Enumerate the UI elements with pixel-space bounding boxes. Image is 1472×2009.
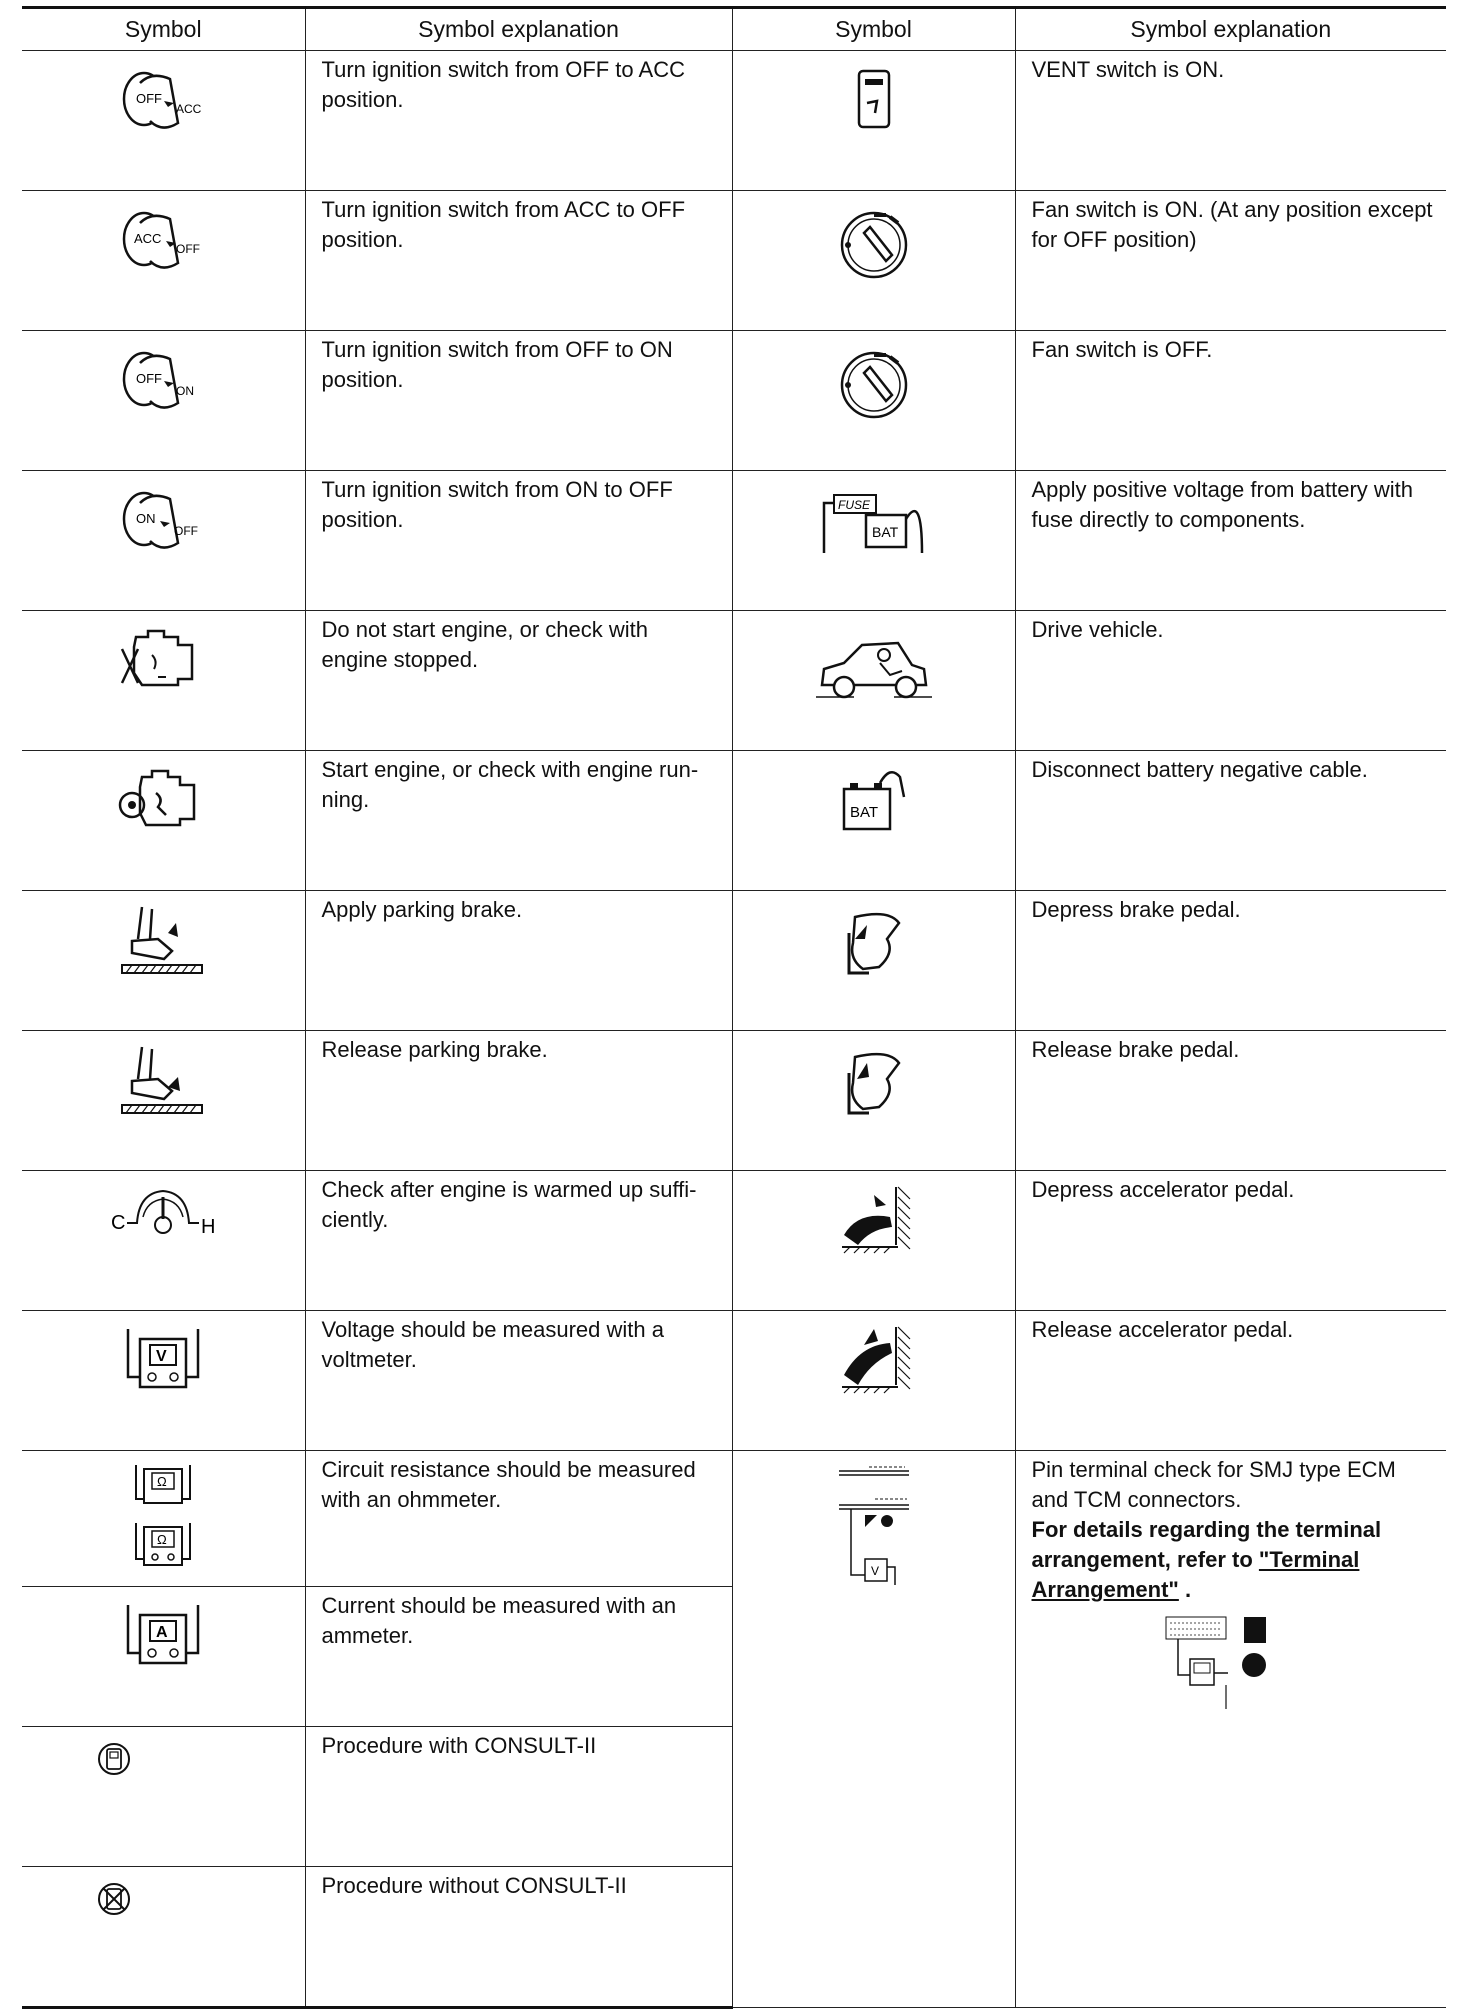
explanation-cell: Do not start engine, or check with engine stopped. bbox=[305, 611, 732, 751]
svg-text:A: A bbox=[156, 1624, 168, 1641]
symbol-cell bbox=[732, 1171, 1015, 1311]
explanation-cell: Depress accelerator pedal. bbox=[1015, 1171, 1446, 1311]
voltmeter-icon bbox=[118, 1323, 208, 1395]
terminal-arrangement-diagram-icon bbox=[1162, 1613, 1282, 1713]
symbol-cell bbox=[732, 51, 1015, 191]
battery-negative-icon bbox=[834, 763, 914, 835]
release-parking-brake-icon bbox=[118, 1043, 208, 1119]
fuse-battery-icon bbox=[814, 483, 934, 555]
svg-text:BAT: BAT bbox=[871, 524, 898, 540]
depress-accelerator-icon bbox=[834, 1183, 914, 1255]
explanation-cell: Depress brake pedal. bbox=[1015, 891, 1446, 1031]
symbol-cell bbox=[732, 331, 1015, 471]
svg-text:ON: ON bbox=[176, 384, 195, 398]
explanation-cell: Disconnect battery negative cable. bbox=[1015, 751, 1446, 891]
header-symbol-left: Symbol bbox=[22, 8, 305, 51]
depress-brake-pedal-icon bbox=[839, 903, 909, 975]
release-brake-pedal-icon bbox=[839, 1043, 909, 1115]
fan-switch-on-icon bbox=[834, 203, 914, 283]
ignition-off-to-on-icon bbox=[118, 343, 208, 415]
table-row bbox=[22, 191, 1446, 331]
table-row bbox=[22, 751, 1446, 891]
fan-switch-off-icon bbox=[834, 343, 914, 423]
ohmmeter-icon bbox=[128, 1459, 198, 1571]
symbol-cell bbox=[732, 1031, 1015, 1171]
header-explanation-right: Symbol explanation bbox=[1015, 8, 1446, 51]
terminal-arrangement-link[interactable]: "Terminal Arrangement" bbox=[1031, 1547, 1360, 1602]
explanation-cell: Fan switch is OFF. bbox=[1015, 331, 1446, 471]
ignition-on-to-off-icon bbox=[118, 483, 208, 555]
svg-text:OFF: OFF bbox=[174, 524, 199, 538]
symbol-cell bbox=[22, 611, 305, 751]
explanation-cell: Start engine, or check with engine run-ning. bbox=[305, 751, 732, 891]
symbol-cell bbox=[22, 1171, 305, 1311]
symbol-cell bbox=[732, 751, 1015, 891]
svg-text:OFF: OFF bbox=[136, 371, 163, 386]
header-symbol-right: Symbol bbox=[732, 8, 1015, 51]
table-row bbox=[22, 891, 1446, 1031]
svg-text:FUSE: FUSE bbox=[837, 498, 870, 512]
pin-terminal-check-icon bbox=[829, 1463, 919, 1593]
symbol-table-container bbox=[22, 6, 1446, 2009]
svg-text:BAT: BAT bbox=[849, 804, 878, 821]
explanation-cell: Release parking brake. bbox=[305, 1031, 732, 1171]
header-explanation-left: Symbol explanation bbox=[305, 8, 732, 51]
symbol-cell bbox=[22, 51, 305, 191]
symbol-cell bbox=[732, 471, 1015, 611]
table-row bbox=[22, 471, 1446, 611]
symbol-cell bbox=[22, 1587, 305, 1727]
svg-text:ON: ON bbox=[136, 511, 156, 526]
symbol-cell bbox=[22, 1031, 305, 1171]
vent-switch-icon bbox=[849, 63, 899, 133]
explanation-cell: Fan switch is ON. (At any position except for OFF position) bbox=[1015, 191, 1446, 331]
svg-text:ACC: ACC bbox=[134, 231, 162, 246]
svg-text:H: H bbox=[201, 1216, 216, 1238]
symbol-cell bbox=[732, 1451, 1015, 2008]
symbol-cell bbox=[22, 1311, 305, 1451]
apply-parking-brake-icon bbox=[118, 903, 208, 979]
pin-check-bold-text: For details regarding the terminal arrangement, refer to bbox=[1031, 1517, 1382, 1572]
pin-check-explanation-cell bbox=[1015, 1451, 1446, 2008]
explanation-cell: Check after engine is warmed up suffi-ciently. bbox=[305, 1171, 732, 1311]
symbol-cell bbox=[22, 1727, 305, 1867]
table-row bbox=[22, 1311, 1446, 1451]
ignition-acc-to-off-icon bbox=[118, 203, 208, 275]
svg-text:ACC: ACC bbox=[176, 102, 202, 116]
header-row bbox=[22, 8, 1446, 51]
explanation-cell: Procedure with CONSULT-II bbox=[305, 1727, 732, 1867]
consult-ii-icon bbox=[94, 1739, 134, 1779]
explanation-cell: VENT switch is ON. bbox=[1015, 51, 1446, 191]
svg-text:OFF: OFF bbox=[176, 242, 201, 256]
explanation-cell: Apply parking brake. bbox=[305, 891, 732, 1031]
symbol-cell bbox=[22, 891, 305, 1031]
pin-check-text: Pin terminal check for SMJ type ECM and TCM connectors. bbox=[1031, 1457, 1396, 1512]
symbol-cell bbox=[732, 891, 1015, 1031]
explanation-cell: Procedure without CONSULT-II bbox=[305, 1867, 732, 2008]
svg-text:C: C bbox=[111, 1212, 126, 1234]
symbol-cell bbox=[22, 1867, 305, 2008]
engine-stopped-icon bbox=[118, 623, 208, 695]
ammeter-icon bbox=[118, 1599, 208, 1671]
symbol-cell bbox=[732, 191, 1015, 331]
explanation-cell: Turn ignition switch from OFF to ACC position. bbox=[305, 51, 732, 191]
symbol-table bbox=[22, 6, 1446, 2009]
release-accelerator-icon bbox=[834, 1323, 914, 1395]
symbol-cell bbox=[22, 331, 305, 471]
symbol-cell bbox=[22, 1451, 305, 1587]
table-row bbox=[22, 611, 1446, 751]
explanation-cell: Apply positive voltage from battery with fuse directly to components. bbox=[1015, 471, 1446, 611]
symbol-cell bbox=[22, 191, 305, 331]
explanation-cell: Drive vehicle. bbox=[1015, 611, 1446, 751]
symbol-cell bbox=[22, 751, 305, 891]
pin-check-tail-text: . bbox=[1178, 1577, 1192, 1602]
svg-text:OFF: OFF bbox=[136, 91, 163, 106]
explanation-cell: Turn ignition switch from ON to OFF position. bbox=[305, 471, 732, 611]
ignition-off-to-acc-icon bbox=[118, 63, 208, 135]
explanation-cell: Release accelerator pedal. bbox=[1015, 1311, 1446, 1451]
svg-text:V: V bbox=[156, 1348, 167, 1365]
symbol-cell bbox=[732, 1311, 1015, 1451]
temperature-gauge-icon bbox=[103, 1183, 223, 1243]
symbol-cell bbox=[732, 611, 1015, 751]
engine-running-icon bbox=[118, 763, 208, 835]
explanation-cell: Current should be measured with an ammeter. bbox=[305, 1587, 732, 1727]
explanation-cell: Turn ignition switch from ACC to OFF position. bbox=[305, 191, 732, 331]
table-row bbox=[22, 51, 1446, 191]
explanation-cell: Circuit resistance should be measured with an ohmmeter. bbox=[305, 1451, 732, 1587]
symbol-cell bbox=[22, 471, 305, 611]
no-consult-ii-icon bbox=[94, 1879, 134, 1919]
table-row bbox=[22, 331, 1446, 471]
table-row bbox=[22, 1451, 1446, 1587]
explanation-cell: Turn ignition switch from OFF to ON position. bbox=[305, 331, 732, 471]
svg-text:V: V bbox=[870, 1564, 879, 1578]
table-row bbox=[22, 1031, 1446, 1171]
svg-text:Ω: Ω bbox=[157, 1532, 167, 1547]
table-row bbox=[22, 1171, 1446, 1311]
drive-vehicle-icon bbox=[814, 623, 934, 703]
svg-text:Ω: Ω bbox=[157, 1474, 167, 1489]
explanation-cell: Voltage should be measured with a voltmeter. bbox=[305, 1311, 732, 1451]
explanation-cell: Release brake pedal. bbox=[1015, 1031, 1446, 1171]
